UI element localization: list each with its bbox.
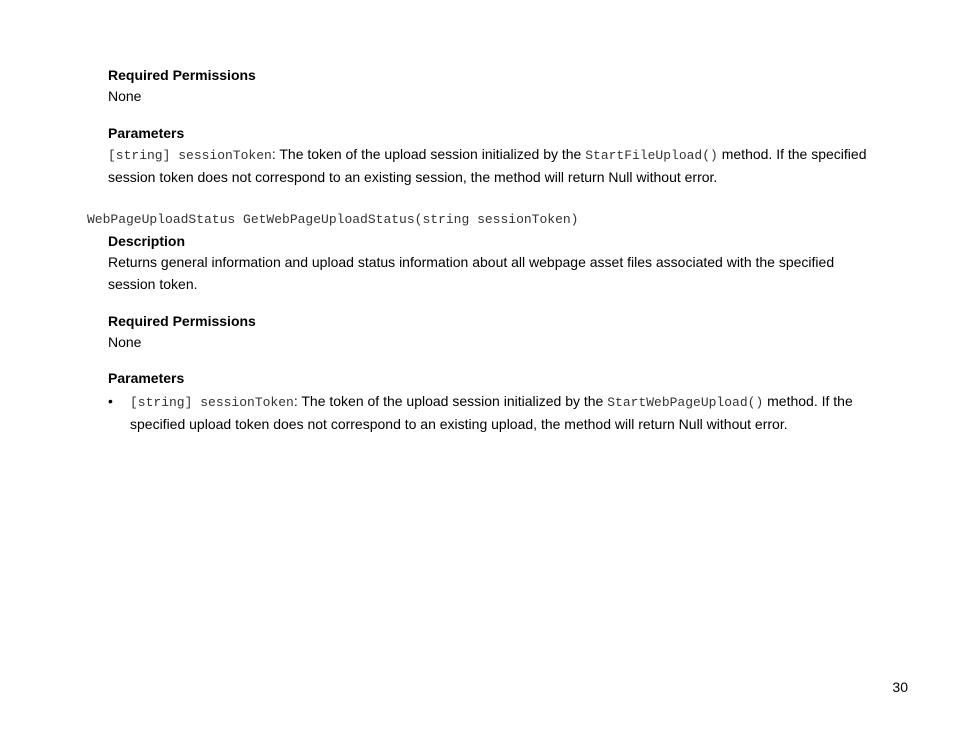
description-heading: Description	[108, 233, 186, 249]
required-permissions-value: None	[108, 334, 142, 350]
page-number: 30	[892, 679, 908, 695]
parameter-text-after: method. If the specified session token does not correspond to an existing session, the method will return Null without error.	[108, 146, 867, 185]
method-signature: WebPageUploadStatus GetWebPageUploadStatus(string sessionToken)	[87, 212, 579, 227]
required-permissions-value: None	[108, 88, 142, 104]
parameter-description	[108, 144, 878, 188]
parameter-description	[130, 391, 878, 435]
parameter-list-item	[108, 391, 878, 435]
bullet-icon: •	[108, 393, 113, 409]
parameters-heading: Parameters	[108, 370, 185, 386]
parameter-text-before: : The token of the upload session initialized by the	[271, 146, 586, 162]
required-permissions-heading: Required Permissions	[108, 313, 256, 329]
parameter-name: [string] sessionToken	[130, 395, 294, 410]
parameters-heading: Parameters	[108, 125, 185, 141]
description-text: Returns general information and upload status information about all webpage asset files associated with the specified session token.	[108, 254, 835, 292]
method-reference: StartWebPageUpload()	[607, 395, 764, 410]
parameter-name: [string] sessionToken	[108, 148, 272, 163]
parameter-text-after: method. If the specified upload token does not correspond to an existing upload, the method will return Null without error.	[130, 393, 853, 432]
parameter-text-before: : The token of the upload session initialized by the	[293, 393, 608, 409]
method-reference: StartFileUpload()	[585, 148, 718, 163]
required-permissions-heading: Required Permissions	[108, 67, 256, 83]
